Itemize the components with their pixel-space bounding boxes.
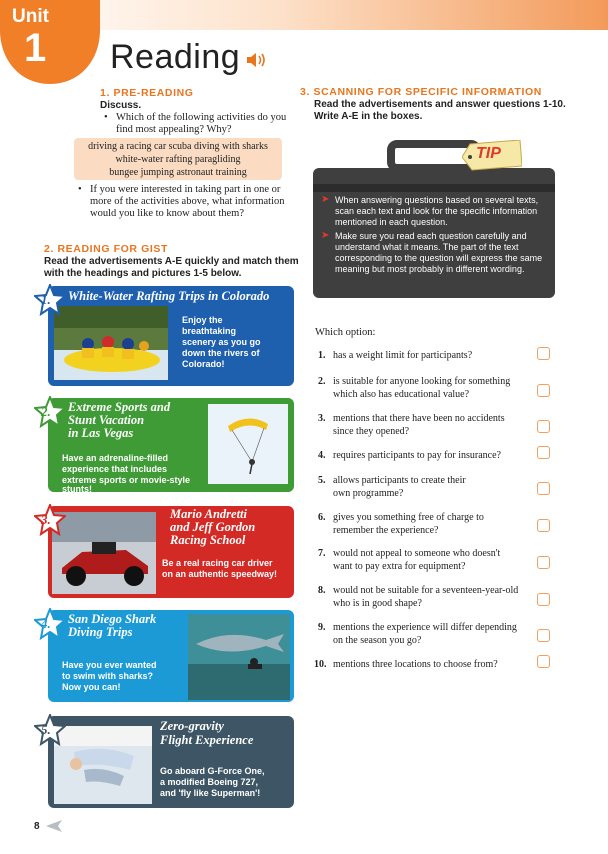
ad-text-line: Have you ever wanted: [62, 660, 157, 670]
ad-text-line: to swim with sharks?: [62, 671, 154, 681]
answer-box-2[interactable]: [537, 384, 550, 397]
tip-text-line: scan each text and look for the specific information: [335, 206, 538, 216]
question-text: has a weight limit for participants?: [333, 350, 473, 361]
activity-box: [74, 138, 282, 180]
ad-title: and Jeff Gordon: [170, 520, 256, 534]
ad-title: San Diego Shark: [68, 612, 157, 626]
question-text: would not be suitable for a seventeen-year-old: [333, 585, 519, 596]
question-text: is suitable for anyone looking for something: [333, 376, 511, 387]
paragliding-photo: [208, 404, 288, 484]
rafting-photo: [54, 306, 168, 380]
question-number: 6.: [318, 512, 326, 523]
answer-box-7[interactable]: [537, 556, 550, 569]
tip-text-line: When answering questions based on several texts,: [335, 195, 539, 205]
scanning-instruction: Read the advertisements and answer questions 1-10.: [314, 99, 566, 110]
card-number: 4.: [41, 616, 51, 631]
scanning-instruction: Write A-E in the boxes.: [314, 111, 423, 122]
ad-title: Racing School: [170, 533, 246, 547]
ad-title: Flight Experience: [160, 733, 254, 747]
ad-title: in Las Vegas: [68, 426, 134, 440]
answer-box-9[interactable]: [537, 629, 550, 642]
question-line: Which of the following activities do you: [116, 112, 287, 123]
ad-text-line: Go aboard G-Force One,: [160, 766, 265, 776]
page-title: Reading: [110, 38, 241, 76]
page-arrow-icon: [46, 820, 62, 832]
section-heading-scanning: 3. SCANNING FOR SPECIFIC INFORMATION: [300, 86, 542, 98]
ad-title: White-Water Rafting Trips in Colorado: [68, 289, 270, 303]
question-text: remember the experience?: [333, 525, 439, 536]
question-number: 5.: [318, 475, 326, 486]
ad-text-line: and 'fly like Superman'!: [160, 788, 261, 798]
answer-box-10[interactable]: [537, 655, 550, 668]
speaker-icon[interactable]: [246, 52, 268, 68]
ad-text-line: down the rivers of: [182, 348, 260, 358]
question-text: on the season you go?: [333, 635, 422, 646]
answer-box-8[interactable]: [537, 593, 550, 606]
card-number: 3.: [41, 512, 51, 527]
section-heading-pre-reading: 1. PRE-READING: [100, 87, 194, 99]
page-number: 8: [34, 821, 40, 832]
question-text: mentions three locations to choose from?: [333, 659, 498, 670]
answer-box-4[interactable]: [537, 446, 550, 459]
tip-text-line: corresponding to the question will express the same: [335, 253, 543, 263]
racing-car-photo: [52, 512, 156, 594]
unit-label: Unit: [12, 6, 49, 27]
question-number: 1.: [318, 350, 326, 361]
question-line: find most appealing? Why?: [116, 124, 232, 135]
ad-title: Extreme Sports and: [68, 400, 171, 414]
question-prompt: Which option:: [315, 327, 376, 338]
card-number: 5.: [41, 722, 51, 737]
arrow-icon: ➤: [321, 230, 330, 241]
question-text: allows participants to create their: [333, 475, 466, 486]
ad-text-line: scenery as you go: [182, 337, 261, 347]
arrow-icon: ➤: [321, 194, 330, 205]
ad-text-line: extreme sports or movie-style: [62, 475, 191, 485]
activity-row: bungee jumping astronaut training: [109, 167, 247, 178]
activity-row: white-water rafting paragliding: [115, 154, 241, 165]
question-text: own programme?: [333, 488, 404, 499]
question-text: since they opened?: [333, 426, 410, 437]
ad-text-line: a modified Boeing 727,: [160, 777, 259, 787]
answer-box-1[interactable]: [537, 347, 550, 360]
question-number: 9.: [318, 622, 326, 633]
question-number: 7.: [318, 548, 326, 559]
question-number: 10.: [314, 659, 327, 670]
pre-reading-instruction: Discuss.: [100, 100, 142, 111]
ad-text-line: breathtaking: [182, 326, 237, 336]
answer-box-6[interactable]: [537, 519, 550, 532]
tip-text-line: Make sure you read each question carefully and: [335, 231, 527, 241]
ad-text-line: experience that includes: [62, 464, 168, 474]
activity-row: driving a racing car scuba diving with sharks: [88, 141, 268, 152]
ad-text-line: stunts!: [62, 484, 92, 494]
ad-title: Mario Andretti: [170, 507, 247, 521]
answer-box-5[interactable]: [537, 482, 550, 495]
answer-box-3[interactable]: [537, 420, 550, 433]
gist-instruction: Read the advertisements A-E quickly and match them: [44, 256, 299, 267]
question-text: mentions that there have been no accidents: [333, 413, 505, 424]
ad-text-line: on an authentic speedway!: [162, 569, 278, 579]
ad-text-line: Have an adrenaline-filled: [62, 453, 169, 463]
card-number: 1.: [41, 292, 51, 307]
question-number: 3.: [318, 413, 326, 424]
question-line: more of the activities above, what information: [90, 196, 285, 207]
question-text: want to pay extra for equipment?: [333, 561, 466, 572]
question-line: If you were interested in taking part in one or: [90, 184, 281, 195]
tip-text-line: understand what it means. The part of the text: [335, 242, 519, 252]
bullet-icon: •: [104, 112, 108, 123]
ad-text-line: Colorado!: [182, 359, 225, 369]
question-number: 8.: [318, 585, 326, 596]
question-text: who is in good shape?: [333, 598, 422, 609]
shark-photo: [188, 614, 290, 700]
question-text: mentions the experience will differ depending: [333, 622, 517, 633]
question-number: 2.: [318, 376, 326, 387]
question-number: 4.: [318, 450, 326, 461]
ad-text-line: Be a real racing car driver: [162, 558, 273, 568]
tip-label: TIP: [476, 145, 501, 162]
unit-number: 1: [24, 26, 47, 70]
question-text: requires participants to pay for insurance?: [333, 450, 501, 461]
ad-text-line: Now you can!: [62, 682, 121, 692]
ad-title: Stunt Vacation: [68, 413, 145, 427]
ad-text-line: Enjoy the: [182, 315, 223, 325]
question-text: which also has educational value?: [333, 389, 470, 400]
ad-title: Zero-gravity: [160, 719, 224, 733]
ad-title: Diving Trips: [68, 625, 133, 639]
section-heading-reading-for-gist: 2. READING FOR GIST: [44, 243, 168, 255]
question-text: would not appeal to someone who doesn't: [333, 548, 501, 559]
zero-gravity-photo: [54, 726, 152, 804]
tip-text-line: mentioned in each question.: [335, 217, 448, 227]
gist-instruction: with the headings and pictures 1-5 below.: [44, 268, 242, 279]
tip-text-line: meaning but most probably in different wording.: [335, 264, 525, 274]
question-text: gives you something free of charge to: [333, 512, 484, 523]
bullet-icon: •: [78, 184, 82, 195]
card-number: 2.: [41, 404, 51, 419]
question-line: would you like to know about them?: [90, 208, 244, 219]
